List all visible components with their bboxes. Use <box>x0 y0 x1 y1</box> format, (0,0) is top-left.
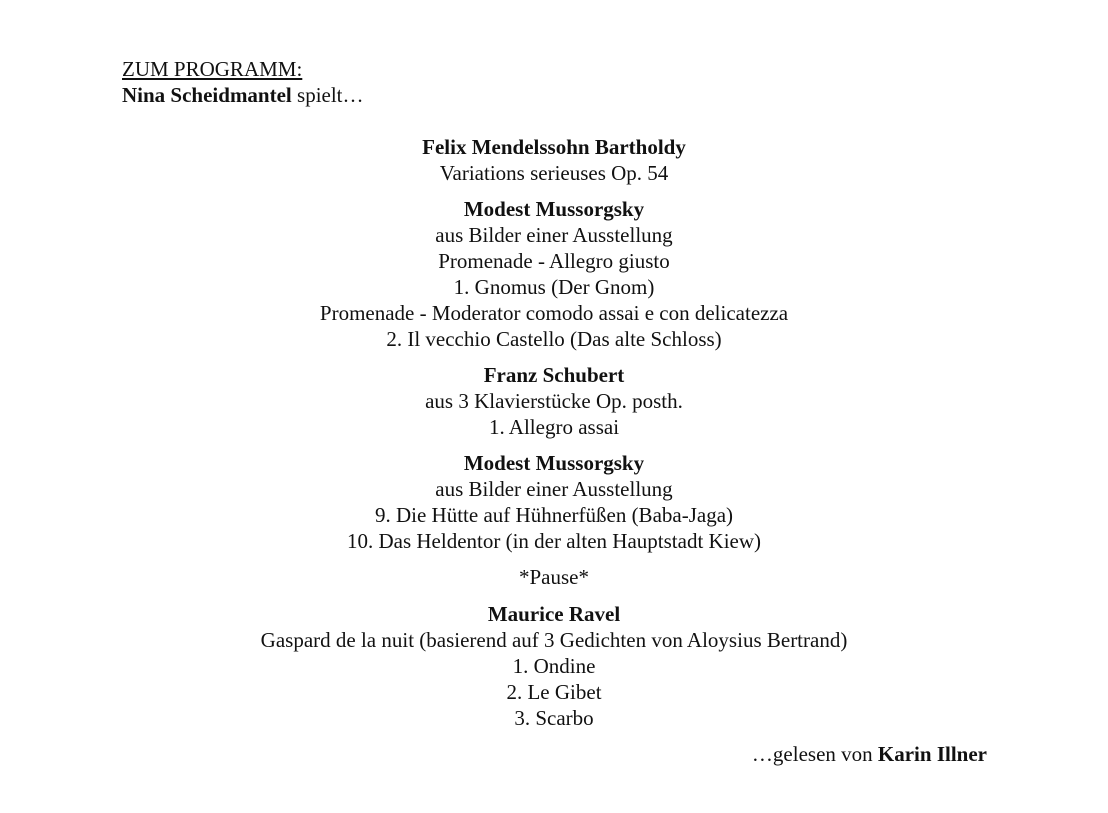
work-line: aus Bilder einer Ausstellung <box>435 477 673 501</box>
composer-name: Modest Mussorgsky <box>463 451 645 475</box>
work-line: aus Bilder einer Ausstellung <box>435 223 673 247</box>
composer-name: Modest Mussorgsky <box>463 197 645 221</box>
composer-name: Felix Mendelssohn Bartholdy <box>422 135 686 159</box>
work-line: 1. Gnomus (Der Gnom) <box>453 275 655 299</box>
program-block <box>0 450 1108 554</box>
work-line: Variations serieuses Op. 54 <box>439 161 669 185</box>
work-line: 10. Das Heldentor (in der alten Hauptstadt Kiew) <box>346 529 762 553</box>
reader-credit <box>752 741 987 767</box>
work-line: 2. Le Gibet <box>506 680 602 704</box>
work-line: 3. Scarbo <box>514 706 594 730</box>
performer-name: Nina Scheidmantel <box>122 83 292 107</box>
reader-prefix: …gelesen von <box>751 742 878 766</box>
performer-line <box>122 82 364 108</box>
work-line: Promenade - Moderator comodo assai e con delicatezza <box>319 301 789 325</box>
program-header <box>122 56 364 108</box>
reader-name: Karin Illner <box>877 742 987 766</box>
work-line: 1. Ondine <box>512 654 596 678</box>
program-block <box>0 134 1108 186</box>
work-line: 2. Il vecchio Castello (Das alte Schloss) <box>386 327 722 351</box>
program-block <box>0 601 1108 731</box>
work-line: aus 3 Klavierstücke Op. posth. <box>425 389 683 413</box>
work-line: 1. Allegro assai <box>488 415 620 439</box>
program-list <box>0 134 1108 741</box>
program-block <box>0 196 1108 352</box>
work-line: Gaspard de la nuit (basierend auf 3 Gedichten von Aloysius Bertrand) <box>260 628 848 652</box>
work-line: 9. Die Hütte auf Hühnerfüßen (Baba-Jaga) <box>374 503 734 527</box>
performer-suffix: spielt… <box>291 83 364 107</box>
work-line: Promenade - Allegro giusto <box>438 249 670 273</box>
composer-name: Maurice Ravel <box>487 602 621 626</box>
program-block <box>0 362 1108 440</box>
composer-name: Franz Schubert <box>483 363 625 387</box>
intermission-label: *Pause* <box>519 565 589 589</box>
program-heading: ZUM PROGRAMM: <box>122 57 303 81</box>
